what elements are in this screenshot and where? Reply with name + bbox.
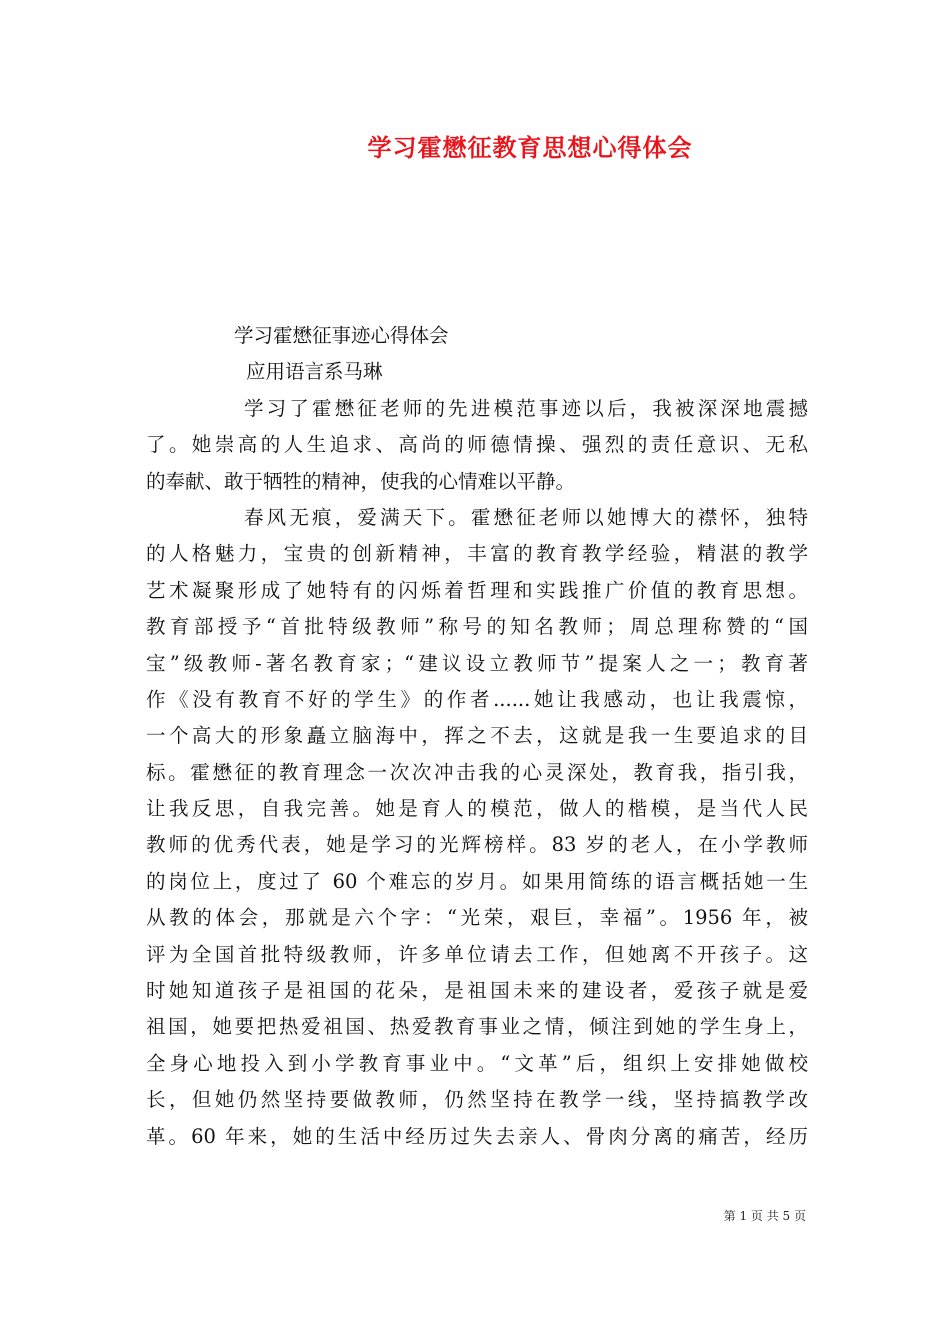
page-number-footer: 第 1 页 共 5 页 bbox=[723, 1209, 806, 1223]
paragraph-line: 教师的优秀代表，她是学习的光辉榜样。83 岁的老人，在小学教师 bbox=[146, 833, 808, 857]
paragraph-line: 让我反思，自我完善。她是育人的模范，做人的楷模，是当代人民 bbox=[146, 797, 808, 821]
document-body bbox=[146, 318, 808, 1155]
paragraph-line: 从教的体会，那就是六个字：“光荣，艰巨，幸福”。1956 年，被 bbox=[146, 906, 808, 930]
paragraph-line: 长，但她仍然坚持要做教师，仍然坚持在教学一线，坚持搞教学改 bbox=[146, 1088, 808, 1112]
paragraph-line: 宝”级教师-著名教育家；“建议设立教师节”提案人之一；教育著 bbox=[146, 651, 808, 675]
paragraph-line: 的人格魅力，宝贵的创新精神，丰富的教育教学经验，精湛的教学 bbox=[146, 542, 808, 566]
paragraph-line: 标。霍懋征的教育理念一次次冲击我的心灵深处，教育我，指引我， bbox=[146, 760, 808, 784]
paragraph-line: 时她知道孩子是祖国的花朵，是祖国未来的建设者，爱孩子就是爱 bbox=[146, 979, 808, 1003]
paragraph-line: 革。60 年来，她的生活中经历过失去亲人、骨肉分离的痛苦，经历 bbox=[146, 1124, 808, 1148]
paragraph-line: 祖国，她要把热爱祖国、热爱教育事业之情，倾注到她的学生身上， bbox=[146, 1015, 808, 1039]
paragraph-line: 了。她崇高的人生追求、高尚的师德情操、强烈的责任意识、无私 bbox=[146, 433, 808, 457]
paragraph-line: 教育部授予“首批特级教师”称号的知名教师；周总理称赞的“国 bbox=[146, 615, 808, 639]
paragraph-line: 春风无痕，爱满天下。霍懋征老师以她博大的襟怀，独特 bbox=[244, 505, 808, 529]
paragraph-line: 评为全国首批特级教师，许多单位请去工作，但她离不开孩子。这 bbox=[146, 942, 808, 966]
paragraph-2 bbox=[146, 500, 808, 1155]
paragraph-line: 全身心地投入到小学教育事业中。“文革”后，组织上安排她做校 bbox=[146, 1051, 808, 1075]
author-line: 应用语言系马琳 bbox=[246, 360, 383, 384]
document-title: 学习霍懋征教育思想心得体会 bbox=[367, 133, 693, 162]
paragraph-line: 学习了霍懋征老师的先进模范事迹以后，我被深深地震撼 bbox=[244, 396, 808, 420]
paragraph-line: 一个高大的形象矗立脑海中，挥之不去，这就是我一生要追求的目 bbox=[146, 724, 808, 748]
paragraph-line: 作《没有教育不好的学生》的作者......她让我感动，也让我震惊， bbox=[146, 687, 808, 711]
paragraph-1 bbox=[146, 391, 808, 500]
subtitle: 学习霍懋征事迹心得体会 bbox=[234, 324, 449, 347]
paragraph-line: 的岗位上，度过了 60 个难忘的岁月。如果用简练的语言概括她一生 bbox=[146, 869, 808, 893]
paragraph-line: 的奉献、敢于牺牲的精神，使我的心情难以平静。 bbox=[146, 469, 576, 493]
paragraph-line: 艺术凝聚形成了她特有的闪烁着哲理和实践推广价值的教育思想。 bbox=[146, 578, 808, 602]
